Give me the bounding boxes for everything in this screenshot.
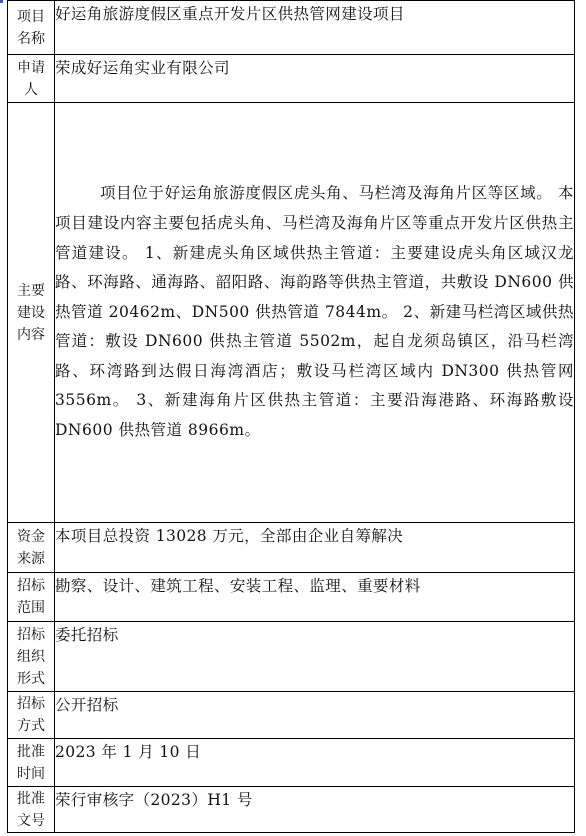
- row-project-name: [8, 1, 575, 55]
- row-label: 申请人: [8, 55, 55, 103]
- main-content-value: 项目位于好运角旅游度假区虎头角、马栏湾及海角片区等区域。 本项目建设内容主要包括虎头角、马栏湾及海角片区等重点开发片区供热主管道建设。 1、新建虎头角区域供热主管道：主要建设虎头角区域汉龙路、环海路、通海路、韶阳路、海韵路等供热主管道，共敷设 DN600 供热管道 20462m、DN500 供热管道 7844m。 2、新建马栏湾区域供热管道：敷设 DN600 供热主管道 5502m，起自龙须岛镇区，沿马栏湾路、环湾路到达假日海湾酒店；敷设马栏湾区域内 DN300 供热管网 3556m。 3、新建海角片区供热主管道：主要沿海港路、环海路敷设 DN600 供热管道 8966m。: [55, 103, 575, 523]
- approval-number-value: 荣行审核字（2023）H1 号: [55, 787, 575, 833]
- row-label: 主要建设内容: [8, 103, 55, 523]
- row-main-content: [8, 103, 575, 523]
- row-applicant: [8, 55, 575, 103]
- row-approval-number: [8, 787, 575, 833]
- tender-organization-value: 委托招标: [55, 622, 575, 692]
- row-label: 招标组织形式: [8, 622, 55, 692]
- row-label: 项目名称: [8, 1, 55, 55]
- funding-source-value: 本项目总投资 13028 万元，全部由企业自筹解决: [55, 523, 575, 573]
- row-label: 资金来源: [8, 523, 55, 573]
- row-funding-source: [8, 523, 575, 573]
- row-tender-method: [8, 692, 575, 739]
- applicant-value: 荣成好运角实业有限公司: [55, 55, 575, 103]
- project-info-table: [7, 0, 575, 833]
- tender-method-value: 公开招标: [55, 692, 575, 739]
- row-approval-date: [8, 739, 575, 787]
- row-tender-organization: [8, 622, 575, 692]
- tender-scope-value: 勘察、设计、建筑工程、安装工程、监理、重要材料: [55, 573, 575, 622]
- row-label: 招标范围: [8, 573, 55, 622]
- row-label: 批准时间: [8, 739, 55, 787]
- row-label: 批准文号: [8, 787, 55, 833]
- approval-date-value: 2023 年 1 月 10 日: [55, 739, 575, 787]
- edge-marker: [0, 0, 3, 3]
- row-tender-scope: [8, 573, 575, 622]
- row-label: 招标方式: [8, 692, 55, 739]
- project-name-value: 好运角旅游度假区重点开发片区供热管网建设项目: [55, 1, 575, 55]
